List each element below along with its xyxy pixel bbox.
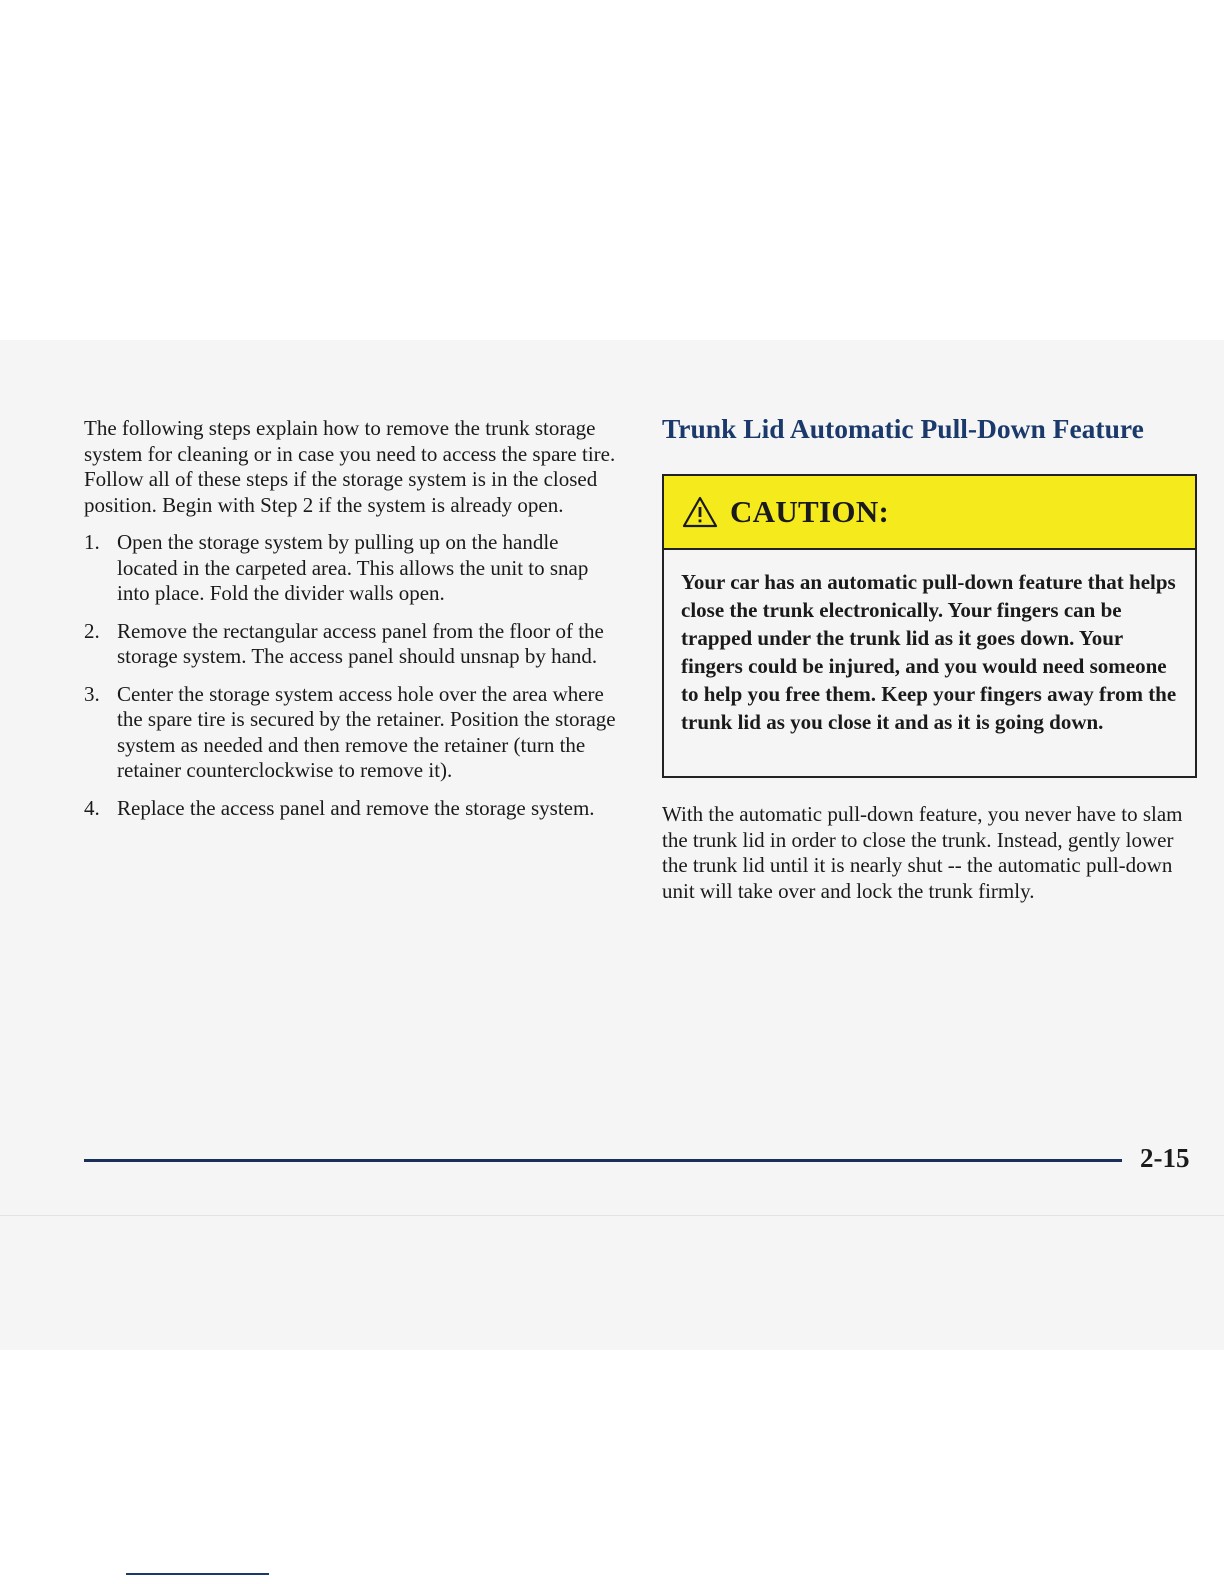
step-item	[84, 796, 624, 822]
intro-paragraph: The following steps explain how to remove the trunk storage system for cleaning or in case you need to access the spare tire. Follow all of these steps if the storage system is in the closed position. Begin with Step 2 if the system is already open.	[84, 416, 616, 517]
caution-text: Your car has an automatic pull-down feature that helps close the trunk electronically. Your fingers can be trapped under the trunk lid as it goes down. Your fingers could be injured, and you would need someone to help you free them. Keep your fingers away from the trunk lid as you close it and as it is going down.	[681, 570, 1177, 734]
caution-box	[662, 474, 1197, 778]
step-list	[84, 530, 624, 821]
footer-rule	[84, 1159, 1122, 1162]
left-column	[84, 416, 624, 833]
scan-divider	[0, 1215, 1224, 1216]
bottom-rule	[126, 1573, 269, 1575]
section-title: Trunk Lid Automatic Pull-Down Feature	[662, 413, 1144, 444]
step-item	[84, 619, 624, 670]
step-number: 4.	[84, 795, 100, 820]
caution-label: CAUTION:	[730, 494, 890, 529]
step-number: 3.	[84, 681, 100, 706]
step-text: Remove the rectangular access panel from the floor of the storage system. The access panel should unsnap by hand.	[117, 618, 604, 668]
step-item	[84, 682, 624, 784]
page-number: 2-15	[1140, 1143, 1190, 1173]
caution-header	[664, 476, 1195, 550]
step-text: Open the storage system by pulling up on the handle located in the carpeted area. This allows the unit to snap into place. Fold the divider walls open.	[117, 530, 589, 605]
step-item	[84, 530, 624, 607]
right-column	[662, 412, 1202, 903]
step-text: Center the storage system access hole over the area where the spare tire is secured by the retainer. Position the storage system as needed and then remove the retainer (turn the retainer counterclockwise to remove it).	[117, 681, 616, 782]
step-number: 2.	[84, 618, 100, 643]
step-text: Replace the access panel and remove the storage system.	[117, 795, 595, 820]
feature-description: With the automatic pull-down feature, you never have to slam the trunk lid in order to close the trunk. Instead, gently lower the trunk lid until it is nearly shut -- the automatic pull-down unit will take over and lock the trunk firmly.	[662, 802, 1183, 903]
warning-triangle-icon	[682, 496, 718, 528]
step-number: 1.	[84, 530, 100, 554]
